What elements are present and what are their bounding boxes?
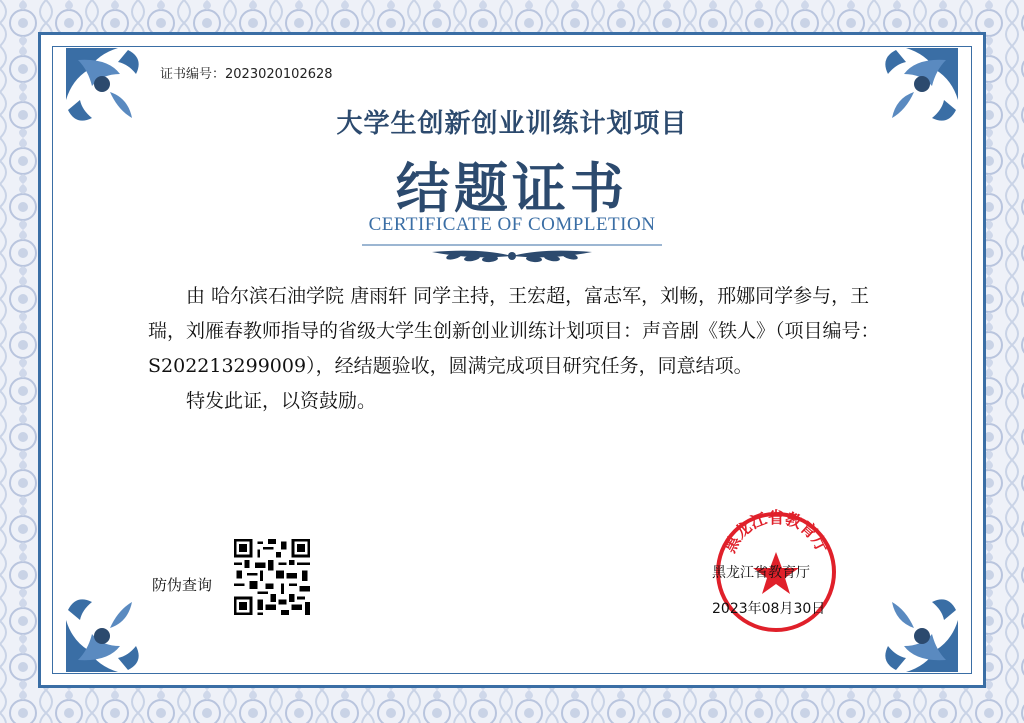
certificate-title-english: CERTIFICATE OF COMPLETION [368, 214, 656, 235]
qr-code-icon[interactable] [234, 539, 310, 615]
floral-corner-ornament-bottom-right [856, 570, 966, 680]
issue-date: 2023年08月30日 [712, 601, 826, 617]
body-paragraph-project: 由 哈尔滨石油学院 唐雨轩 同学主持，王宏超，富志军，刘畅，邢娜同学参与，王瑞，刘雁春教师指导的省级大学生创新创业训练计划项目：声音剧《铁人》（项目编号：S202213299009），经结题验收，圆满完成项目研究任务，同意结项。 [148, 285, 880, 377]
svg-text:黑龙江省教育厅 [720, 508, 832, 556]
certificate-subtitle: 大学生创新创业训练计划项目 [336, 109, 688, 139]
issuing-authority: 黑龙江省教育厅 [712, 565, 810, 581]
certificate-serial-number: 证书编号：2023020102628 [160, 67, 333, 82]
laurel-divider-icon [362, 236, 662, 266]
body-paragraph-closing: 特发此证，以资鼓励。 [186, 390, 377, 412]
seal-text: 黑龙江省教育厅 [719, 508, 833, 556]
anti-counterfeit-label: 防伪查询 [152, 576, 213, 594]
certificate-body [148, 279, 888, 419]
certificate-title: 结题证书 [396, 157, 628, 220]
